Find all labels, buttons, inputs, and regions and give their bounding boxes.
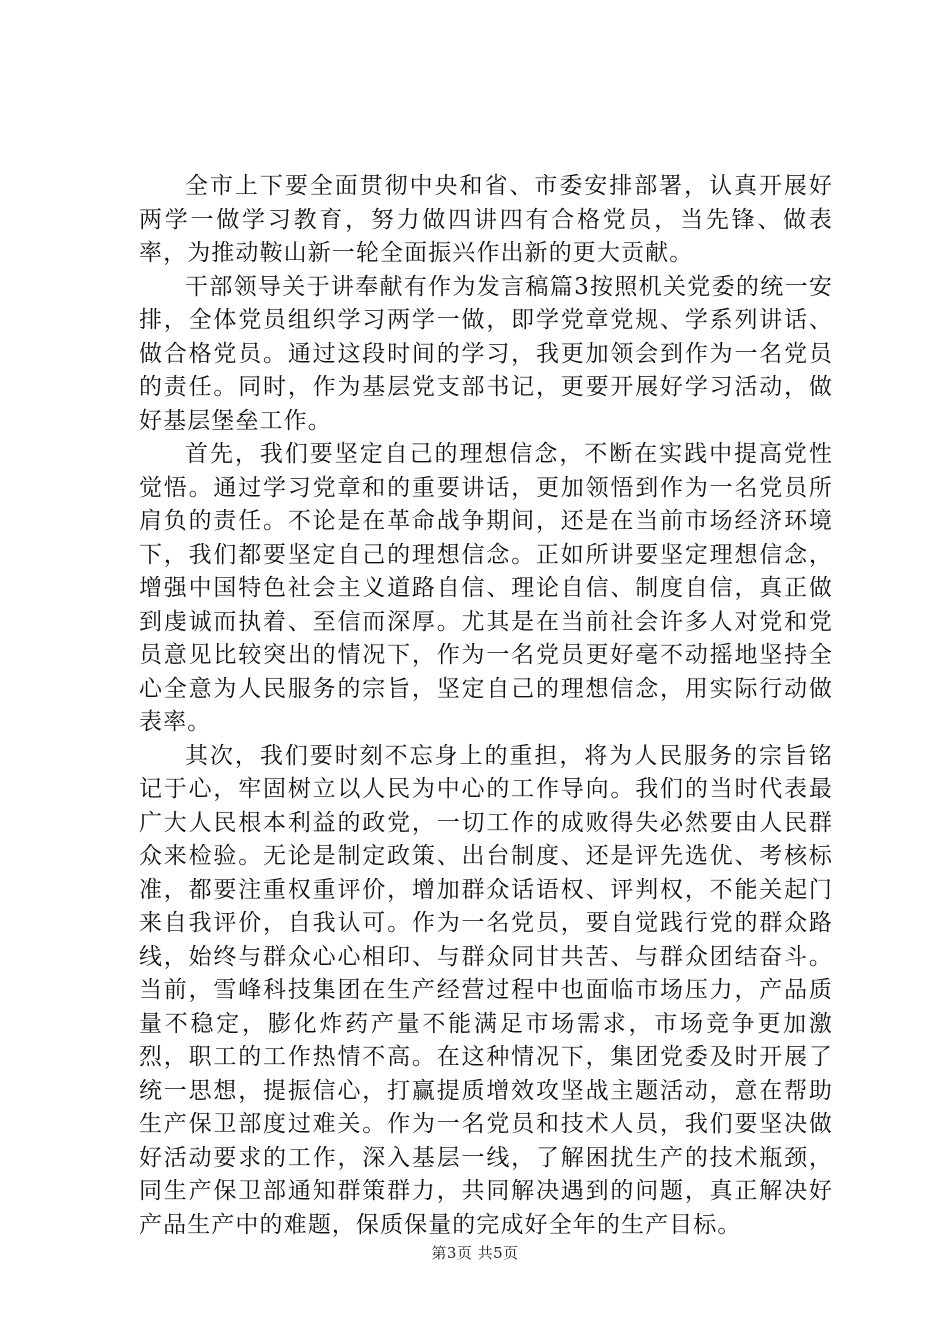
paragraph-2: 干部领导关于讲奉献有作为发言稿篇3按照机关党委的统一安排，全体党员组织学习两学一做，即学党章党规、学系列讲话、做合格党员。通过这段时间的学习，我更加领会到作为一名党员的责任。同时，作为基层党支部书记，更要开展好学习活动，做好基层堡垒工作。: [139, 273, 833, 434]
paragraph-1: 全市上下要全面贯彻中央和省、市委安排部署，认真开展好两学一做学习教育，努力做四讲四有合格党员，当先锋、做表率，为推动鞍山新一轮全面振兴作出新的更大贡献。: [139, 173, 833, 266]
document-body: [139, 170, 833, 1242]
page-number-footer: 第3页 共5页: [431, 1244, 519, 1262]
paragraph-4: 其次，我们要时刻不忘身上的重担，将为人民服务的宗旨铭记于心，牢固树立以人民为中心的工作导向。我们的当时代表最广大人民根本利益的政党，一切工作的成败得失必然要由人民群众来检验。无论是制定政策、出台制度、还是评先选优、考核标准，都要注重权重评价，增加群众话语权、评判权，不能关起门来自我评价，自我认可。作为一名党员，要自觉践行党的群众路线，始终与群众心心相印、与群众同甘共苦、与群众团结奋斗。当前，雪峰科技集团在生产经营过程中也面临市场压力，产品质量不稳定，膨化炸药产量不能满足市场需求，市场竞争更加激烈，职工的工作热情不高。在这种情况下，集团党委及时开展了统一思想，提振信心，打赢提质增效攻坚战主题活动，意在帮助生产保卫部度过难关。作为一名党员和技术人员，我们要坚决做好活动要求的工作，深入基层一线，了解困扰生产的技术瓶颈，同生产保卫部通知群策群力，共同解决遇到的问题，真正解决好产品生产中的难题，保质保量的完成好全年的生产目标。: [139, 742, 833, 1238]
paragraph-3: 首先，我们要坚定自己的理想信念，不断在实践中提高党性觉悟。通过学习党章和的重要讲话，更加领悟到作为一名党员所肩负的责任。不论是在革命战争期间，还是在当前市场经济环境下，我们都要坚定自己的理想信念。正如所讲要坚定理想信念，增强中国特色社会主义道路自信、理论自信、制度自信，真正做到虔诚而执着、至信而深厚。尤其是在当前社会许多人对党和党员意见比较突出的情况下，作为一名党员更好毫不动摇地坚持全心全意为人民服务的宗旨，坚定自己的理想信念，用实际行动做表率。: [139, 441, 833, 735]
